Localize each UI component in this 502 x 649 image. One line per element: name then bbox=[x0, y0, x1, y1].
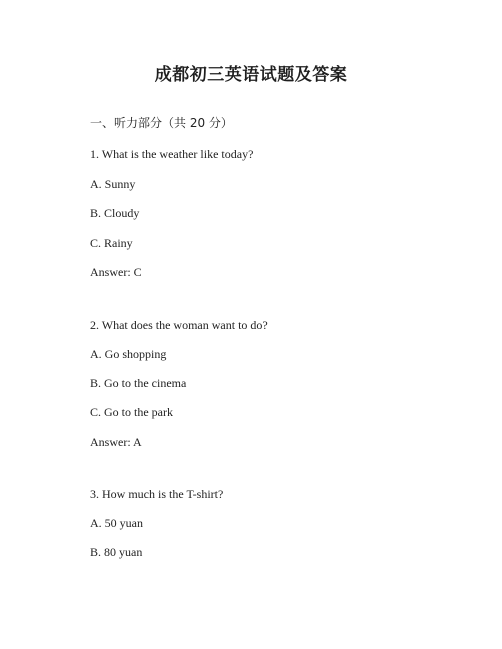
question-1-option-b: B. Cloudy bbox=[90, 206, 140, 220]
question-3-option-b: B. 80 yuan bbox=[90, 545, 143, 559]
question-1-answer: Answer: C bbox=[90, 265, 142, 279]
question-1-text: 1. What is the weather like today? bbox=[90, 147, 254, 161]
question-2-option-b: B. Go to the cinema bbox=[90, 376, 187, 390]
question-1-option-c: C. Rainy bbox=[90, 236, 133, 250]
question-1-option-a: A. Sunny bbox=[90, 177, 136, 191]
question-3-text: 3. How much is the T-shirt? bbox=[90, 487, 224, 501]
question-3-option-a: A. 50 yuan bbox=[90, 516, 143, 530]
question-2-answer: Answer: A bbox=[90, 435, 142, 449]
question-2-option-a: A. Go shopping bbox=[90, 347, 167, 361]
section-heading: 一、听力部分（共 20 分） bbox=[90, 116, 233, 130]
question-2-text: 2. What does the woman want to do? bbox=[90, 318, 268, 332]
question-2-option-c: C. Go to the park bbox=[90, 405, 173, 419]
page-title: 成都初三英语试题及答案 bbox=[154, 65, 348, 85]
